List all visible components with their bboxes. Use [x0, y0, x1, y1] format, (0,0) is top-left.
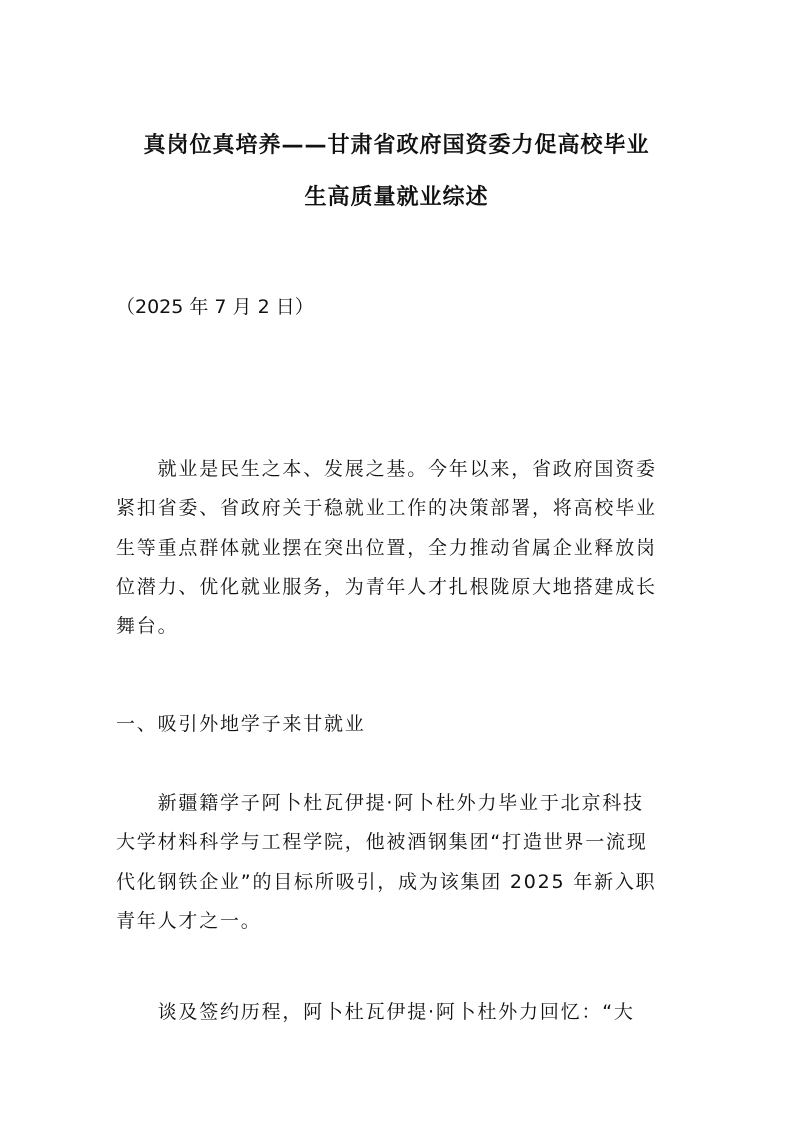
section-heading: 一、吸引外地学子来甘就业 — [116, 713, 366, 735]
document-date: （2025 年 7 月 2 日） — [116, 296, 314, 318]
paragraph-line: 新疆籍学子阿卜杜瓦伊提·阿卜杜外力毕业于北京科技 — [116, 792, 644, 814]
paragraph-line: 青年人才之一。 — [116, 909, 262, 932]
paragraph-line: 大学材料科学与工程学院，他被酒钢集团“打造世界一流现 — [116, 831, 648, 854]
paragraph-line: 舞台。 — [116, 615, 179, 638]
paragraph-line: 就业是民生之本、发展之基。今年以来，省政府国资委 — [116, 458, 657, 480]
paragraph-line: 位潜力、优化就业服务，为青年人才扎根陇原大地搭建成长 — [116, 575, 657, 598]
document-title-line-1: 真岗位真培养——甘肃省政府国资委力促高校毕业 — [143, 133, 650, 158]
document-title-line-2: 生高质量就业综述 — [304, 185, 489, 210]
paragraph-student — [116, 784, 676, 941]
paragraph-line: 代化钢铁企业”的目标所吸引，成为该集团 2025 年新入职 — [116, 870, 657, 893]
paragraph-line: 紧扣省委、省政府关于稳就业工作的决策部署，将高校毕业 — [116, 497, 657, 520]
paragraph-line: 谈及签约历程，阿卜杜瓦伊提·阿卜杜外力回忆：“大 — [116, 1001, 635, 1023]
paragraph-signing — [116, 993, 676, 1032]
paragraph-intro — [116, 450, 676, 646]
paragraph-line: 生等重点群体就业摆在突出位置，全力推动省属企业释放岗 — [116, 536, 657, 559]
